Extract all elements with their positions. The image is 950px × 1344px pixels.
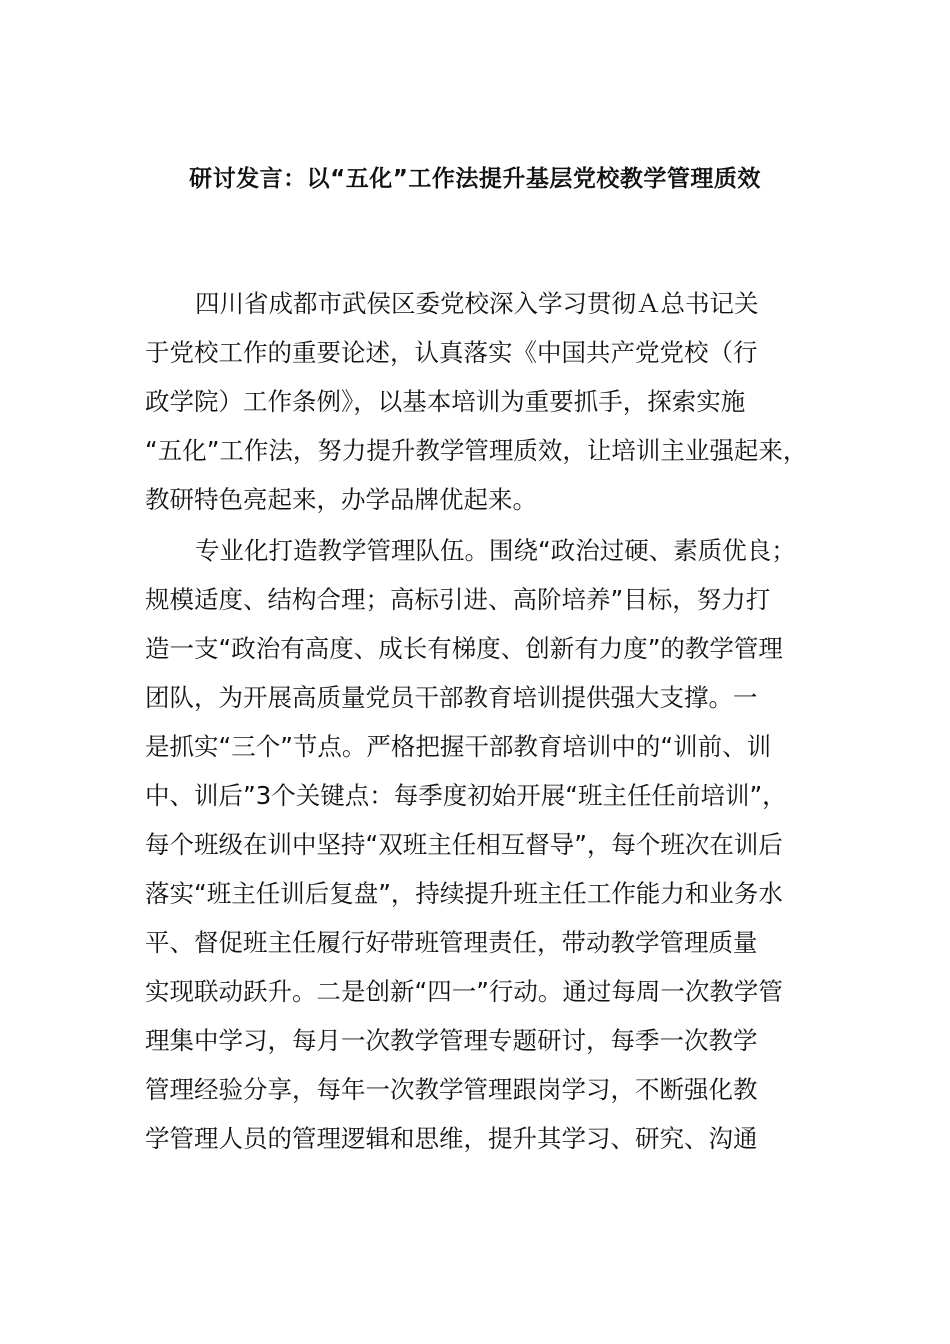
paragraph-1-line-3: 政学院）工作条例》，以基本培训为重要抓手，探索实施 [145,387,746,416]
paragraph-2-line-8: 落实“班主任训后复盘”，持续提升班主任工作能力和业务水 [145,879,783,908]
paragraph-2-line-7: 每个班级在训中坚持“双班主任相互督导”，每个班次在训后 [145,830,783,859]
paragraph-2-line-10: 实现联动跃升。二是创新“四一”行动。通过每周一次教学管 [145,977,783,1006]
paragraph-2-line-3: 造一支“政治有高度、成长有梯度、创新有力度”的教学管理 [145,634,783,663]
paragraph-1-line-1: 四川省成都市武侯区委党校深入学习贯彻Ａ总书记关 [195,289,759,318]
paragraph-2-line-2: 规模适度、结构合理；高标引进、高阶培养”目标，努力打 [145,585,771,614]
paragraph-2-line-9: 平、督促班主任履行好带班管理责任，带动教学管理质量 [145,928,758,957]
paragraph-2-line-1: 专业化打造教学管理队伍。围绕“政治过硬、素质优良； [195,536,796,565]
paragraph-2-line-6: 中、训后”3个关键点：每季度初始开展“班主任任前培训”， [145,781,787,810]
document-title: 研讨发言：以“五化”工作法提升基层党校教学管理质效 [189,166,761,192]
paragraph-2-line-5: 是抓实“三个”节点。严格把握干部教育培训中的“训前、训 [145,732,772,761]
paragraph-1-line-2: 于党校工作的重要论述，认真落实《中国共产党党校（行 [145,338,758,367]
paragraph-2-line-13: 学管理人员的管理逻辑和思维，提升其学习、研究、沟通 [145,1124,758,1153]
paragraph-1-line-4: “五化”工作法，努力提升教学管理质效，让培训主业强起来， [145,436,808,465]
paragraph-2-line-11: 理集中学习，每月一次教学管理专题研讨，每季一次教学 [145,1026,758,1055]
paragraph-1-line-5: 教研特色亮起来，办学品牌优起来。 [145,485,537,514]
paragraph-2-line-4: 团队，为开展高质量党员干部教育培训提供强大支撑。一 [145,683,758,712]
paragraph-2-line-12: 管理经验分享，每年一次教学管理跟岗学习，不断强化教 [145,1075,758,1104]
